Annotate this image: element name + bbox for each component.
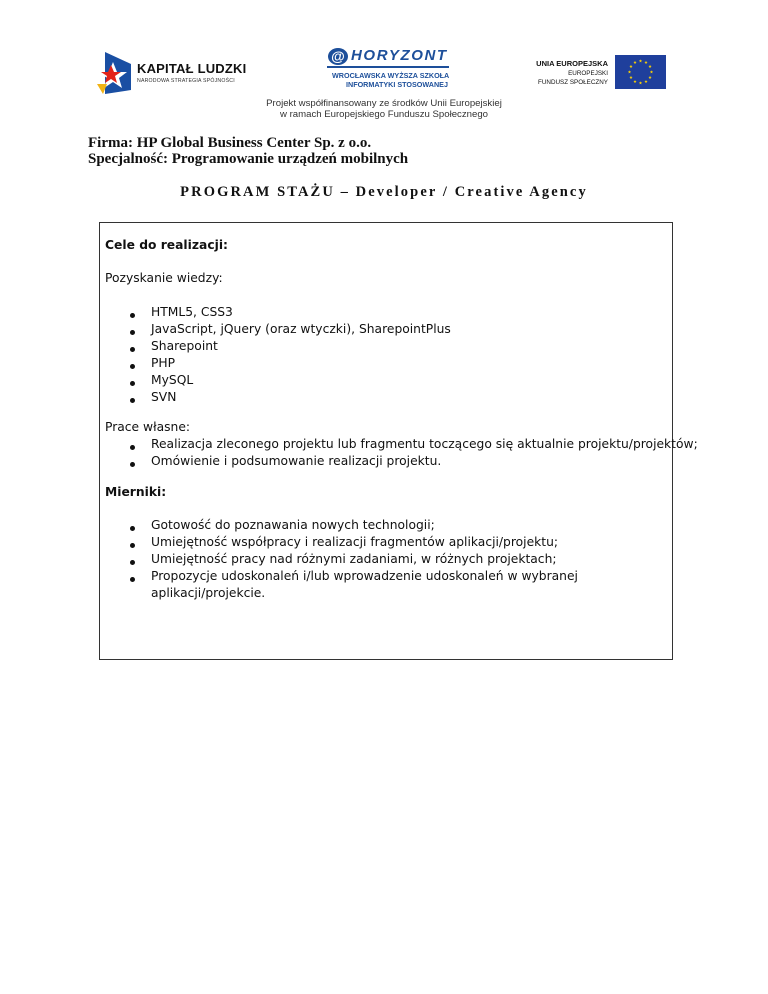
eu-star-icon: [639, 81, 642, 84]
company-specialty: Specjalność: Programowanie urządzeń mobilnych: [88, 151, 409, 167]
eu-star-icon: [629, 76, 632, 79]
eu-star-icon: [628, 70, 631, 73]
bullet-icon: [130, 347, 135, 352]
kapital-ludzki-logo: [97, 50, 247, 96]
horyzont-logo: [327, 47, 449, 93]
bullet-icon: [130, 330, 135, 335]
horyzont-name: HORYZONT: [351, 47, 448, 64]
eu-star-icon: [650, 70, 653, 73]
horyzont-line1: WROCŁAWSKA WYŻSZA SZKOŁA: [332, 71, 450, 80]
metrics-heading: Mierniki:: [105, 485, 167, 499]
at-sign-icon: [327, 47, 349, 66]
bullet-icon: [130, 445, 135, 450]
eu-logo-text: [536, 59, 608, 87]
goals-heading: Cele do realizacji:: [105, 238, 228, 252]
cofinancing-line2: w ramach Europejskiego Funduszu Społecznego: [280, 109, 488, 120]
bullet-icon: [130, 364, 135, 369]
eu-line1: UNIA EUROPEJSKA: [536, 59, 608, 68]
eu-star-icon: [633, 80, 636, 83]
bullet-icon: [130, 381, 135, 386]
cofinancing-line1: Projekt współfinansowany ze środków Unii Europejskiej: [266, 98, 502, 109]
eu-star-icon: [639, 59, 642, 62]
knowledge-label: Pozyskanie wiedzy:: [105, 271, 223, 285]
program-title: PROGRAM STAŻU – Developer / Creative Agency: [180, 184, 588, 200]
bullet-icon: [130, 313, 135, 318]
eu-star-icon: [644, 61, 647, 64]
bullet-icon: [130, 526, 135, 531]
eu-line3: FUNDUSZ SPOŁECZNY: [538, 79, 608, 86]
list-item-continuation: aplikacji/projekcie.: [151, 586, 266, 600]
kapital-ludzki-title: KAPITAŁ LUDZKI: [137, 61, 247, 76]
horyzont-divider: [327, 66, 449, 68]
eu-star-icon: [648, 76, 651, 79]
eu-star-icon: [629, 65, 632, 68]
bullet-icon: [130, 398, 135, 403]
program-box: Cele do realizacji: Pozyskanie wiedzy: HTML5, CSS3 JavaScript, jQuery (oraz wtyczki), SharepointPlus Sharepoint PHP MySQL SVN Prace własne: Realizacja zleconego projektu lub fragmentu toczącego się aktualnie projektu/projektów; Omówienie i podsumowanie realizacji projektu. Mierniki: Gotowość do poznawania nowych technologii; Umiejętność współpracy i realizacji fragmentów aplikacji/projektu; Umiejętność pracy nad różnymi zadaniami, w różnych projektach; Propozycje udoskonaleń i/lub wprowadzenie udoskonaleń w wybranej aplikacji/projekcie.: [99, 222, 673, 660]
kapital-ludzki-star-icon: [97, 50, 133, 96]
eu-star-icon: [644, 80, 647, 83]
eu-star-icon: [633, 61, 636, 64]
bullet-icon: [130, 543, 135, 548]
eu-line2: EUROPEJSKI: [568, 70, 608, 77]
bullet-icon: [130, 560, 135, 565]
kapital-ludzki-subtitle: NARODOWA STRATEGIA SPÓJNOŚCI: [137, 78, 235, 84]
own-work-label: Prace własne:: [105, 420, 191, 434]
eu-flag-icon: [615, 55, 666, 89]
bullet-icon: [130, 462, 135, 467]
bullet-icon: [130, 577, 135, 582]
horyzont-line2: INFORMATYKI STOSOWANEJ: [346, 80, 448, 89]
svg-text:@: @: [331, 48, 345, 64]
company-name: Firma: HP Global Business Center Sp. z o.o.: [88, 135, 372, 151]
eu-star-icon: [648, 65, 651, 68]
